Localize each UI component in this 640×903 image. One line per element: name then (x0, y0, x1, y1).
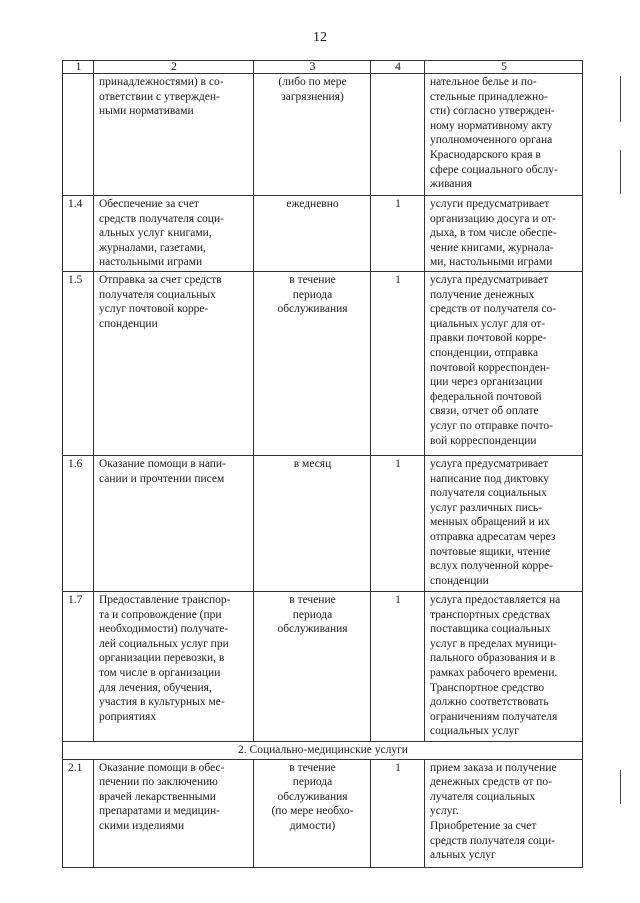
cell-line: в течение (289, 593, 336, 606)
cell-line: спонденции, отправка (430, 346, 539, 359)
scan-margin-line (620, 770, 621, 804)
cell-line: должно соответствовать (430, 696, 549, 709)
cell-line: обслуживания (277, 303, 348, 316)
table-row (63, 455, 583, 591)
period-cell (254, 271, 371, 455)
cell-line: (по мере необхо- (271, 805, 354, 818)
cell-line: периода (292, 288, 333, 301)
cell-line: ными нормативами (99, 105, 194, 118)
count-cell: 1 (371, 591, 425, 741)
service-name-cell (94, 759, 254, 867)
cell-line: пального образования и в (430, 652, 556, 665)
count-cell: 1 (371, 271, 425, 455)
description-cell (425, 271, 583, 455)
cell-line: спонденции (430, 574, 489, 587)
cell-line: в течение (289, 761, 336, 774)
cell-line: настольными играми (99, 256, 203, 269)
cell-line: дыха, в том числе обеспе- (430, 227, 557, 240)
cell-line: Транспортное средство (430, 681, 545, 694)
description-cell (425, 455, 583, 591)
cell-line: циальных услуг для от- (430, 317, 546, 330)
cell-line: роприятиях (99, 710, 157, 723)
cell-line: связи, отчет об оплате (430, 405, 539, 418)
cell-line: Предоставление транспор- (99, 593, 231, 606)
cell-line: ному нормативному акту (430, 119, 553, 132)
description-cell (425, 196, 583, 272)
scan-margin-line (620, 150, 621, 194)
cell-line: получение денежных (430, 288, 535, 301)
cell-line: участия в культурных ме- (99, 696, 225, 709)
cell-line: вой корреспонденции (430, 434, 537, 447)
cell-line: альных услуг (430, 849, 496, 862)
cell-line: сфере социального обслу- (430, 163, 558, 176)
cell-line: получателя социальных (430, 487, 547, 500)
cell-line: услуг почтовой корре- (99, 303, 209, 316)
period-cell (254, 74, 371, 196)
cell-line: ежедневно (286, 198, 339, 210)
service-name-cell (94, 196, 254, 272)
cell-line: услуг в пределах муници- (430, 637, 557, 650)
header-cell: 1 (63, 61, 94, 74)
table-row (63, 591, 583, 741)
cell-line: почтовые ящики, чтение (430, 545, 551, 558)
count-cell (371, 74, 425, 196)
cell-line: чение книгами, журнала- (430, 241, 554, 254)
page-number: 12 (313, 30, 327, 45)
cell-line: федеральной почтовой (430, 390, 542, 403)
cell-line: услуг. (430, 805, 459, 818)
cell-line: денежных средств от по- (430, 776, 552, 789)
cell-line: стельные принадлежно- (430, 90, 548, 103)
service-name-cell (94, 271, 254, 455)
cell-line: сании и прочтении писем (99, 472, 225, 485)
cell-line: Отправка за счет средств (99, 273, 222, 286)
cell-line: журналами, газетами, (99, 241, 206, 254)
period-cell (254, 759, 371, 867)
cell-line: Оказание помощи в обес- (99, 761, 225, 774)
count-cell: 1 (371, 196, 425, 272)
cell-line: периода (292, 608, 333, 621)
description-cell (425, 74, 583, 196)
cell-line: Оказание помощи в напи- (99, 457, 226, 470)
cell-line: прием заказа и получение (430, 761, 557, 774)
cell-line: услуга предусматривает (430, 457, 549, 470)
cell-line: отправка адресатам через (430, 530, 556, 543)
cell-line: ограничениям получателя (430, 710, 558, 723)
cell-line: принадлежностями) в со- (99, 76, 224, 88)
cell-line: услуги предусматривает (430, 198, 550, 210)
period-cell (254, 196, 371, 272)
cell-line: Приобретение за счет (430, 819, 537, 832)
row-number: 2.1 (63, 759, 94, 867)
cell-line: для лечения, обучения, (99, 681, 212, 694)
row-number: 1.5 (63, 271, 94, 455)
row-number: 1.7 (63, 591, 94, 741)
cell-line: услуг различных пись- (430, 501, 543, 514)
cell-line: средств от получателя со- (430, 303, 557, 316)
cell-line: написание под диктовку (430, 472, 550, 485)
table-row (63, 196, 583, 272)
cell-line: (либо по мере (278, 76, 347, 88)
cell-line: уполномоченного органа (430, 134, 553, 147)
header-cell: 4 (371, 61, 425, 74)
cell-line: ции через организации (430, 376, 543, 389)
table-row (63, 759, 583, 867)
cell-line: та и сопровождение (при (99, 608, 222, 621)
cell-line: альных услуг книгами, (99, 227, 212, 240)
service-name-cell (94, 591, 254, 741)
cell-line: препаратами и медицин- (99, 805, 220, 818)
cell-line: ми, настольными играми (430, 256, 553, 269)
cell-line: средств получателя соци- (99, 212, 224, 225)
cell-line: почтовой корреспонден- (430, 361, 550, 374)
count-cell: 1 (371, 759, 425, 867)
cell-line: услуга предоставляется на (430, 593, 561, 606)
service-name-cell (94, 455, 254, 591)
cell-line: транспортных средствах (430, 608, 551, 621)
cell-line: получателя социальных (99, 288, 216, 301)
cell-line: поставщика социальных (430, 623, 551, 636)
cell-line: организацию досуга и от- (430, 212, 556, 225)
cell-line: том числе в организации (99, 666, 221, 679)
description-cell (425, 591, 583, 741)
header-cell: 2 (94, 61, 254, 74)
header-cell: 3 (254, 61, 371, 74)
table-header-row (63, 61, 583, 74)
service-name-cell (94, 74, 254, 196)
cell-line: социальных услуг (430, 725, 519, 738)
cell-line: живания (430, 178, 473, 191)
cell-line: лучателя социальных (430, 790, 536, 803)
cell-line: Обеспечение за счет (99, 198, 199, 210)
cell-line: спонденции (99, 317, 158, 330)
cell-line: обслуживания (277, 623, 348, 636)
cell-line: в течение (289, 273, 336, 286)
period-cell (254, 455, 371, 591)
count-cell: 1 (371, 455, 425, 591)
cell-line: менных обращений и их (430, 516, 550, 529)
cell-line: нательное белье и по- (430, 76, 537, 88)
section-title: 2. Социально-медицинские услуги (63, 741, 583, 759)
services-table (62, 60, 583, 868)
cell-line: периода (292, 776, 333, 789)
cell-line: правки почтовой корре- (430, 332, 547, 345)
cell-line: необходимости) получате- (99, 623, 229, 636)
scan-margin-line (620, 76, 621, 122)
row-number: 1.4 (63, 196, 94, 272)
description-cell (425, 759, 583, 867)
table-row (63, 74, 583, 196)
cell-line: в месяц (293, 457, 332, 470)
cell-line: печении по заключению (99, 776, 218, 789)
cell-line: димости) (289, 819, 336, 832)
cell-line: лей социальных услуг при (99, 637, 229, 650)
cell-line: услуг по отправке почто- (430, 419, 553, 432)
header-cell: 5 (425, 61, 583, 74)
cell-line: услуга предусматривает (430, 273, 549, 286)
cell-line: рамках рабочего времени. (430, 666, 558, 679)
row-number (63, 74, 94, 196)
cell-line: организации перевозки, в (99, 652, 225, 665)
cell-line: вслух полученной корре- (430, 560, 553, 573)
cell-line: средств получателя соци- (430, 834, 555, 847)
cell-line: Краснодарского края в (430, 148, 541, 161)
table-row (63, 271, 583, 455)
cell-line: скими изделиями (99, 819, 185, 832)
cell-line: врачей лекарственными (99, 790, 216, 803)
cell-line: ответствии с утвержден- (99, 90, 220, 103)
cell-line: загрязнения) (281, 90, 344, 103)
row-number: 1.6 (63, 455, 94, 591)
cell-line: сти) согласно утвержден- (430, 105, 555, 118)
section-row (63, 741, 583, 759)
cell-line: обслуживания (277, 790, 348, 803)
period-cell (254, 591, 371, 741)
